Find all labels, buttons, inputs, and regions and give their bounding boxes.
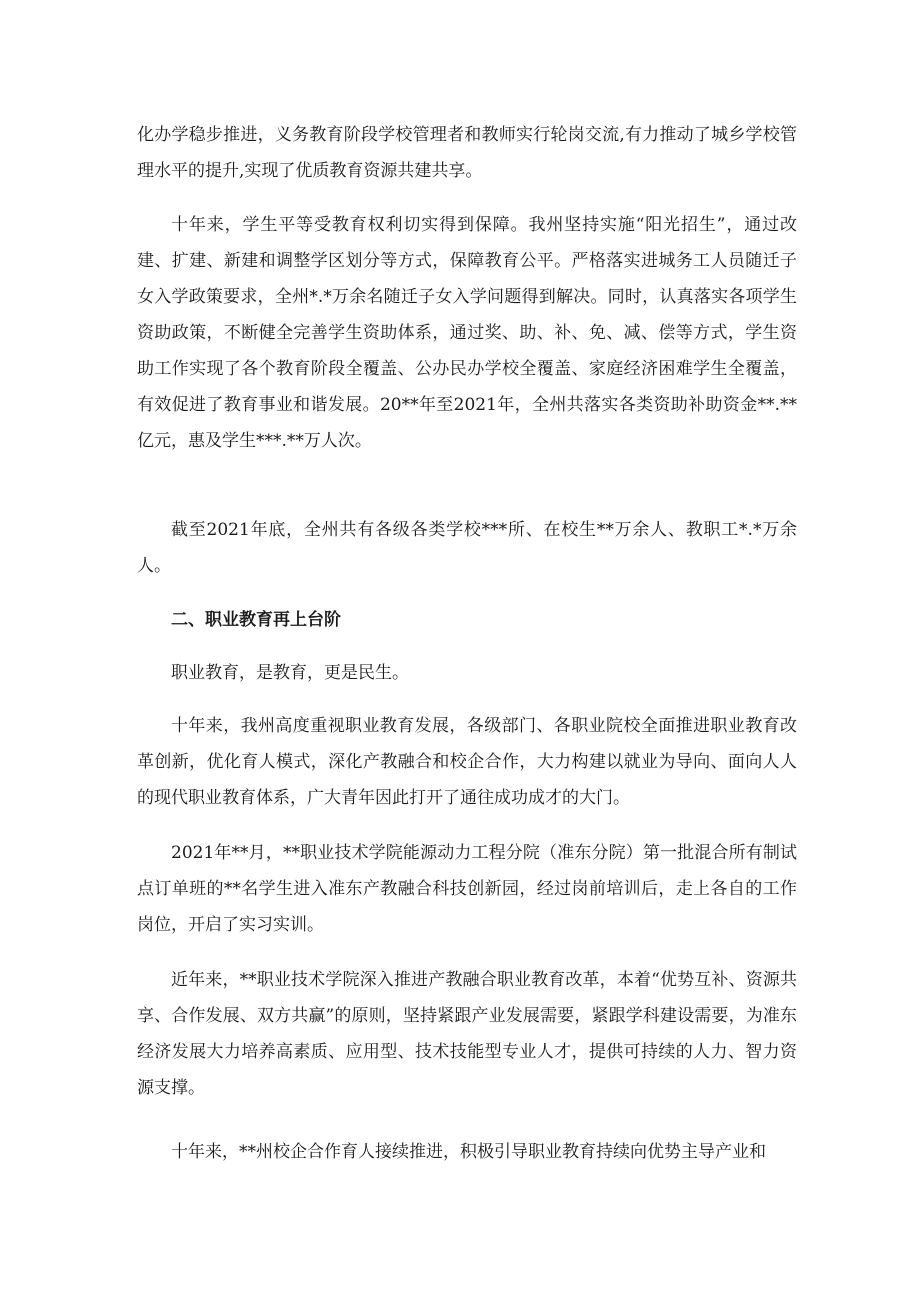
paragraph-equal-access: 十年来，学生平等受教育权利切实得到保障。我州坚持实施“阳光招生”，通过改建、扩建、新建和调整学区划分等方式，保障教育公平。严格落实进城务工人员随迁子女入学政策要求，全州*.*万余名随迁子女入学问题得到解决。同时，认真落实各项学生资助政策，不断健全完善学生资助体系，通过奖、助、补、免、减、偿等方式，学生资助工作实现了各个教育阶段全覆盖、公办民办学校全覆盖、家庭经济困难学生全覆盖，有效促进了教育事业和谐发展。20**年至2021年，全州共落实各类资助补助资金**.**亿元，惠及学生***.**万人次。 — [137, 215, 797, 451]
paragraph-school-enterprise: 十年来，**州校企合作育人接续推进，积极引导职业教育持续向优势主导产业和 — [171, 1142, 766, 1162]
paragraph-industry-education: 近年来，**职业技术学院深入推进产教融合职业教育改革，本着“优势互补、资源共享、合作发展、双方共赢”的原则，坚持紧跟产业发展需要，紧跟学科建设需要，为准东经济发展大力培养高素质、应用型、技术技能型专业人才，提供可持续的人力、智力资源支撑。 — [137, 970, 797, 1098]
paragraph-vocational-reform: 十年来，我州高度重视职业教育发展，各级部门、各职业院校全面推进职业教育改革创新，优化育人模式，深化产教融合和校企合作，大力构建以就业为导向、面向人人的现代职业教育体系，广大青年因此打开了通往成功成才的大门。 — [137, 716, 797, 808]
section-heading-vocational: 二、职业教育再上台阶 — [171, 610, 341, 630]
paragraph-education-balance: 化办学稳步推进，义务教育阶段学校管理者和教师实行轮岗交流,有力推动了城乡学校管理水平的提升,实现了优质教育资源共建共享。 — [137, 125, 797, 181]
paragraph-order-class: 2021年**月，**职业技术学院能源动力工程分院（准东分院）第一批混合所有制试点订单班的**名学生进入准东产教融合科技创新园，经过岗前培训后，走上各自的工作岗位，开启了实习实训。 — [137, 843, 797, 935]
paragraph-school-statistics: 截至2021年底，全州共有各级各类学校***所、在校生**万余人、教职工*.*万余人。 — [137, 520, 797, 576]
paragraph-vocational-intro: 职业教育，是教育，更是民生。 — [171, 663, 409, 683]
